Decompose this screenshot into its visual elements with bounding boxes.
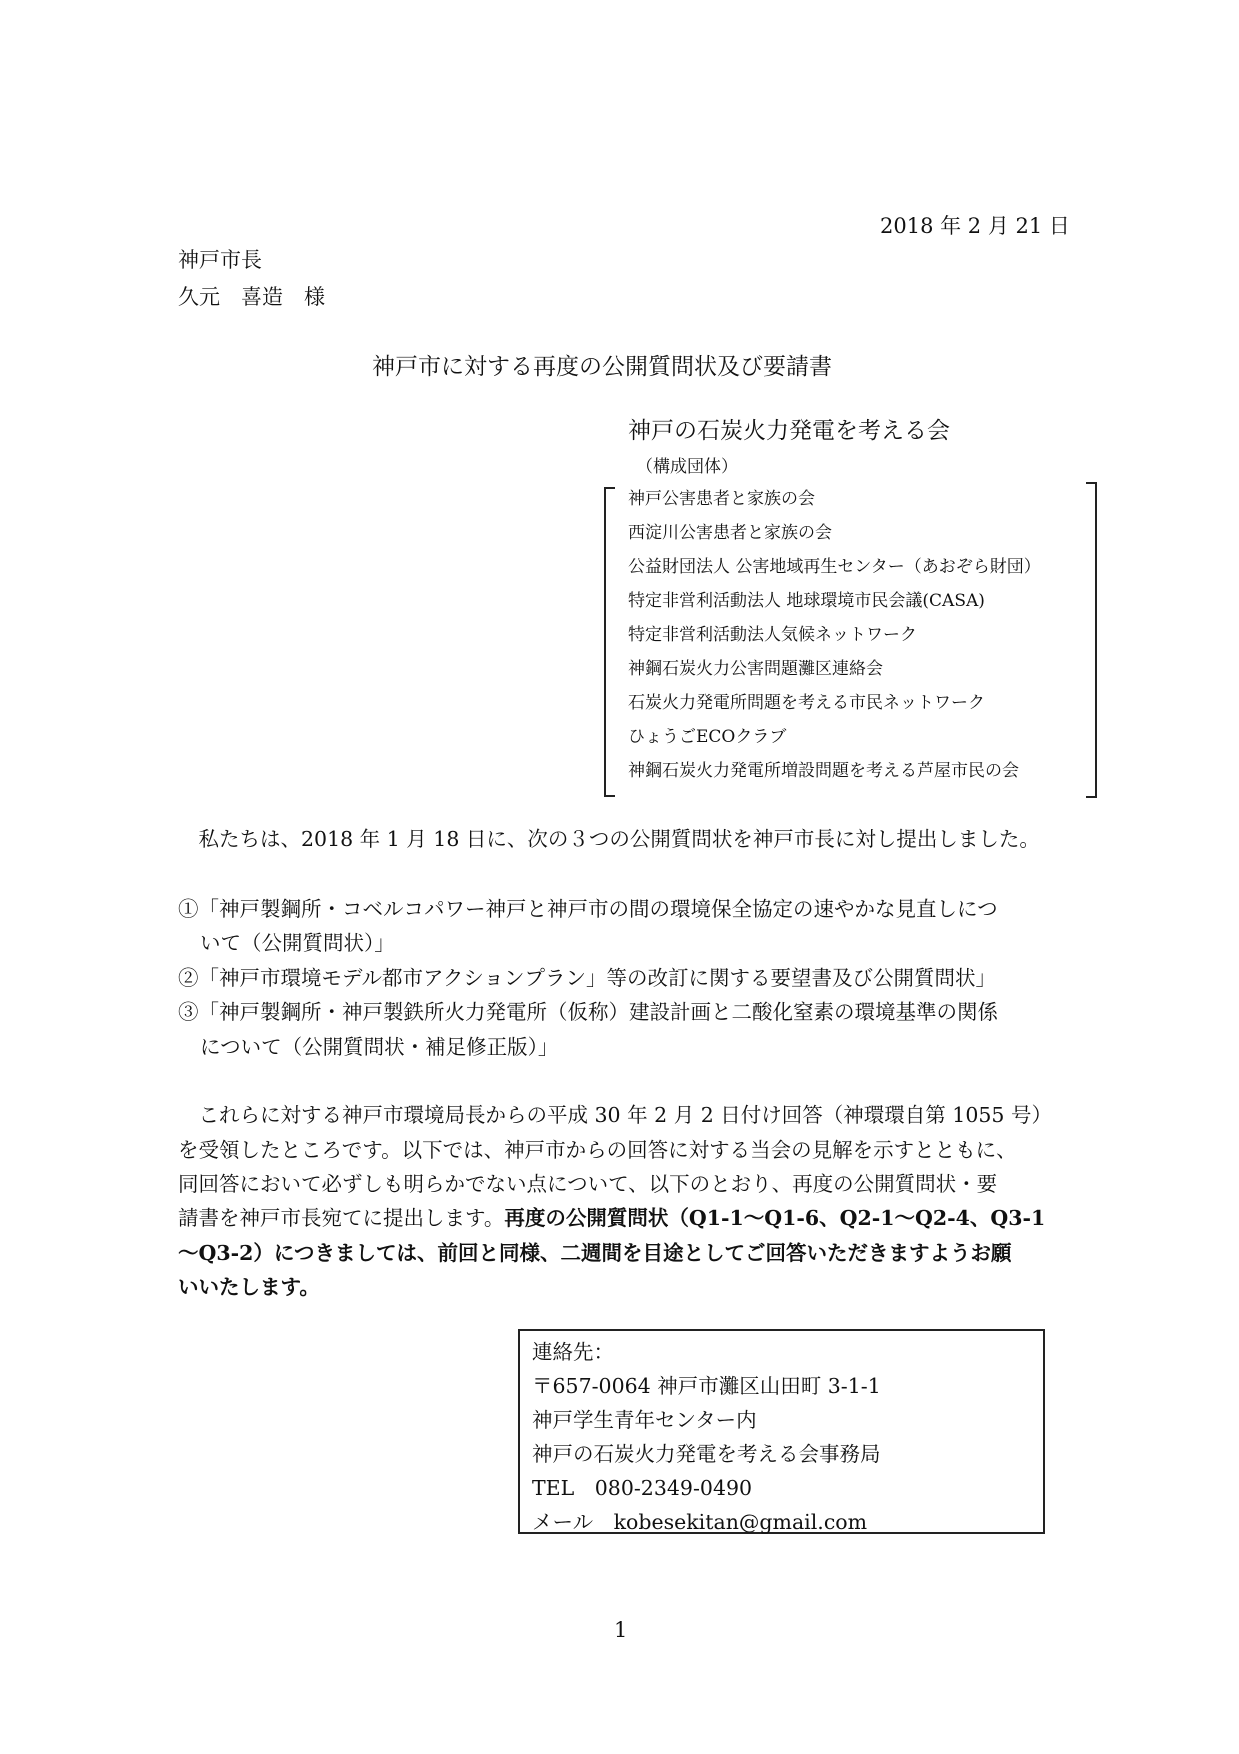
- document-title: 神戸市に対する再度の公開質問状及び要請書: [372, 354, 832, 380]
- member-item: ひょうごECOクラブ: [628, 727, 787, 747]
- left-bracket: [604, 487, 615, 797]
- body-line-emphasis: ～Q3-2）につきましては、前回と同様、二週間を目途としてご回答いただきますようお願: [178, 1241, 1012, 1265]
- contact-label: 連絡先：: [532, 1340, 614, 1364]
- letter-item-3-line1: ③「神戸製鋼所・神戸製鉄所火力発電所（仮称）建設計画と二酸化窒素の環境基準の関係: [178, 1000, 998, 1024]
- contact-tel: TEL 080-2349-0490: [532, 1476, 753, 1500]
- member-item: 特定非営利活動法人 地球環境市民会議(CASA): [628, 591, 985, 611]
- letter-item-1-line1: ①「神戸製鋼所・コベルコパワー神戸と神戸市の間の環境保全協定の速やかな見直しにつ: [178, 897, 998, 921]
- member-item: 神鋼石炭火力発電所増設問題を考える芦屋市民の会: [628, 761, 1019, 781]
- contact-address: 〒657-0064 神戸市灘区山田町 3-1-1: [532, 1374, 881, 1398]
- member-item: 西淀川公害患者と家族の会: [628, 523, 832, 543]
- body-line: これらに対する神戸市環境局長からの平成 30 年 2 月 2 日付け回答（神環環自第 1055 号）: [178, 1103, 1052, 1127]
- body-line-emphasis: いいたします。: [178, 1275, 320, 1299]
- sender-org-name: 神戸の石炭火力発電を考える会: [628, 418, 950, 444]
- body-line-emphasis: 再度の公開質問状（Q1-1～Q1-6、Q2-1～Q2-4、Q3-1: [504, 1206, 1046, 1230]
- recipient-name: 久元 喜造 様: [178, 285, 325, 309]
- members-label: （構成団体）: [636, 457, 738, 477]
- body-line: 同回答において必ずしも明らかでない点について、以下のとおり、再度の公開質問状・要: [178, 1172, 998, 1196]
- letter-item-3-line2: について（公開質問状・補足修正版）」: [200, 1035, 559, 1059]
- contact-building: 神戸学生青年センター内: [532, 1408, 757, 1432]
- body-line: [178, 1201, 1045, 1231]
- member-item: 公益財団法人 公害地域再生センター（あおぞら財団）: [628, 557, 1041, 577]
- letter-item-2-line1: ②「神戸市環境モデル都市アクションプラン」等の改訂に関する要望書及び公開質問状」: [178, 966, 996, 990]
- body-line: を受領したところです。以下では、神戸市からの回答に対する当会の見解を示すとともに、: [178, 1138, 1017, 1162]
- contact-email: メール kobesekitan@gmail.com: [532, 1510, 868, 1534]
- member-item: 石炭火力発電所問題を考える市民ネットワーク: [628, 693, 985, 713]
- letter-item-1-line2: いて（公開質問状）」: [200, 931, 395, 955]
- contact-office: 神戸の石炭火力発電を考える会事務局: [532, 1442, 881, 1466]
- intro-paragraph: 私たちは、2018 年 1 月 18 日に、次の３つの公開質問状を神戸市長に対し提出しました。: [178, 827, 1040, 851]
- right-bracket: [1086, 482, 1097, 798]
- member-item: 特定非営利活動法人気候ネットワーク: [628, 625, 917, 645]
- member-item: 神戸公害患者と家族の会: [628, 489, 815, 509]
- page-number: 1: [614, 1618, 628, 1642]
- member-item: 神鋼石炭火力公害問題灘区連絡会: [628, 659, 883, 679]
- body-line-normal: 請書を神戸市長宛てに提出します。: [178, 1206, 505, 1230]
- recipient-title: 神戸市長: [178, 248, 262, 272]
- document-date: 2018 年 2 月 21 日: [880, 214, 1070, 238]
